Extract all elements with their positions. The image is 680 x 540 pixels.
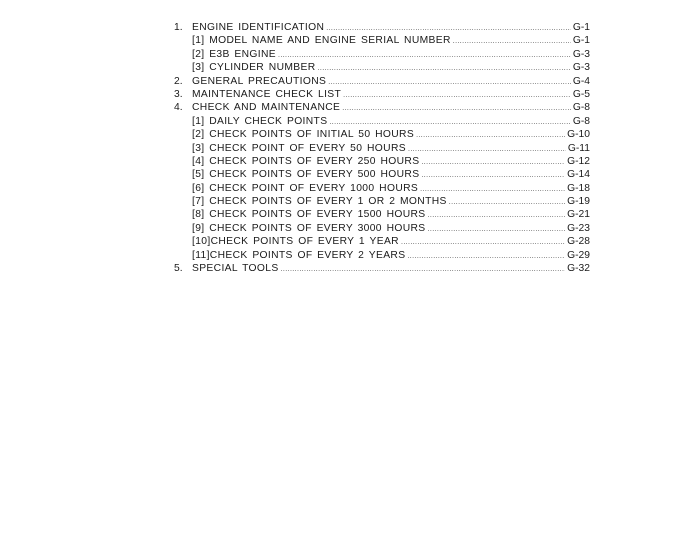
toc-dot-leader: [326, 22, 571, 35]
toc-page-number: G-8: [572, 102, 590, 114]
toc-entry-title: [3] CHECK POINT OF EVERY 50 HOURS: [192, 142, 406, 154]
toc-page-number: G-21: [567, 209, 590, 221]
toc-page-number: G-3: [572, 48, 590, 60]
toc-page-number: G-28: [567, 236, 590, 248]
toc-subentry[interactable]: [174, 142, 590, 155]
toc-section-number: 5.: [174, 263, 183, 275]
table-of-contents: [174, 21, 590, 275]
toc-page-number: G-5: [572, 88, 590, 100]
toc-entry-title: [7] CHECK POINTS OF EVERY 1 OR 2 MONTHS: [192, 196, 447, 208]
toc-entry-title: [3] CYLINDER NUMBER: [192, 62, 316, 74]
toc-entry[interactable]: [174, 101, 590, 114]
toc-dot-leader: [421, 169, 565, 182]
toc-entry-title: ENGINE IDENTIFICATION: [192, 22, 325, 33]
toc-page-number: G-19: [567, 196, 590, 208]
toc-subentry[interactable]: [174, 48, 590, 61]
toc-entry-title: [8] CHECK POINTS OF EVERY 1500 HOURS: [192, 209, 426, 221]
toc-entry-title: [4] CHECK POINTS OF EVERY 250 HOURS: [192, 155, 420, 167]
toc-dot-leader: [329, 116, 570, 129]
toc-entry-title: [11]CHECK POINTS OF EVERY 2 YEARS: [192, 249, 406, 261]
toc-dot-leader: [281, 263, 566, 276]
toc-subentry[interactable]: [174, 222, 590, 235]
toc-entry-title: GENERAL PRECAUTIONS: [192, 75, 327, 87]
toc-dot-leader: [421, 156, 565, 169]
toc-subentry[interactable]: [174, 182, 590, 195]
toc-entry-title: [1] DAILY CHECK POINTS: [192, 115, 328, 127]
toc-subentry[interactable]: [174, 61, 590, 74]
toc-dot-leader: [342, 102, 571, 115]
toc-dot-leader: [408, 143, 566, 156]
toc-page-number: G-14: [567, 169, 590, 181]
toc-dot-leader: [428, 223, 566, 236]
toc-dot-leader: [318, 62, 571, 75]
toc-entry-title: [2] E3B ENGINE: [192, 48, 277, 60]
toc-subentry[interactable]: [174, 249, 590, 262]
toc-entry-title: SPECIAL TOOLS: [192, 263, 279, 275]
toc-entry-title: [1] MODEL NAME AND ENGINE SERIAL NUMBER: [192, 35, 451, 47]
toc-page-number: G-12: [567, 155, 590, 167]
toc-dot-leader: [328, 76, 571, 89]
toc-page-number: G-11: [567, 142, 590, 154]
toc-entry-title: [2] CHECK POINTS OF INITIAL 50 HOURS: [192, 129, 415, 141]
toc-dot-leader: [416, 129, 565, 142]
toc-page-number: G-3: [572, 62, 590, 74]
toc-page-number: G-23: [567, 222, 590, 234]
toc-subentry[interactable]: [174, 235, 590, 248]
toc-dot-leader: [343, 89, 571, 102]
toc-subentry[interactable]: [174, 195, 590, 208]
toc-dot-leader: [428, 209, 566, 222]
toc-dot-leader: [449, 196, 565, 209]
toc-subentry[interactable]: [174, 168, 590, 181]
toc-section-number: 3.: [174, 88, 183, 100]
toc-page-number: G-29: [567, 249, 590, 261]
toc-entry-title: [10]CHECK POINTS OF EVERY 1 YEAR: [192, 236, 399, 248]
toc-page-number: G-1: [572, 22, 590, 33]
toc-entry-title: CHECK AND MAINTENANCE: [192, 102, 341, 114]
toc-page-number: G-18: [567, 182, 590, 194]
toc-page-number: G-32: [567, 263, 590, 275]
toc-page-number: G-8: [572, 115, 590, 127]
toc-subentry[interactable]: [174, 155, 590, 168]
toc-entry[interactable]: [174, 75, 590, 88]
toc-page-number: G-4: [572, 75, 590, 87]
toc-section-number: 4.: [174, 102, 183, 114]
toc-entry[interactable]: [174, 262, 590, 275]
toc-page-number: G-1: [572, 35, 590, 47]
toc-section-number: 2.: [174, 75, 183, 87]
toc-page-number: G-10: [567, 129, 590, 141]
toc-entry-title: [9] CHECK POINTS OF EVERY 3000 HOURS: [192, 222, 426, 234]
toc-subentry[interactable]: [174, 128, 590, 141]
toc-dot-leader: [407, 250, 565, 263]
toc-dot-leader: [420, 183, 565, 196]
toc-dot-leader: [401, 236, 565, 249]
toc-entry[interactable]: [174, 88, 590, 101]
toc-subentry[interactable]: [174, 208, 590, 221]
toc-entry-title: [5] CHECK POINTS OF EVERY 500 HOURS: [192, 169, 420, 181]
toc-entry[interactable]: [174, 21, 590, 34]
toc-section-number: 1.: [174, 22, 183, 33]
toc-dot-leader: [453, 35, 571, 48]
toc-subentry[interactable]: [174, 34, 590, 47]
toc-entry-title: [6] CHECK POINT OF EVERY 1000 HOURS: [192, 182, 419, 194]
toc-entry-title: MAINTENANCE CHECK LIST: [192, 88, 342, 100]
toc-subentry[interactable]: [174, 115, 590, 128]
toc-dot-leader: [278, 49, 571, 62]
